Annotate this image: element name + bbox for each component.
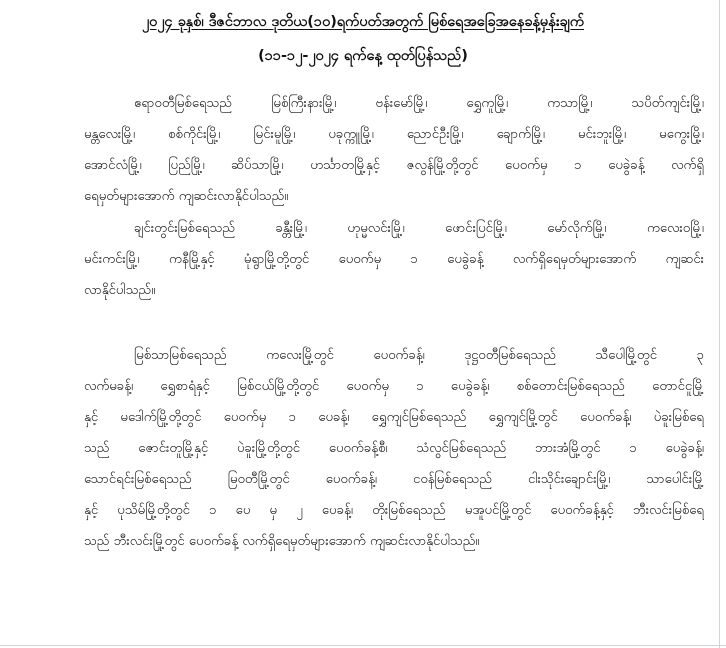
paragraph-line: မန္တလေးမြို့၊ စစ်ကိုင်းမြို့၊ မြင်းမူမြို့၊ ပခုက္ကူမြို့၊ ညောင်ဦးမြို့၊ ချောက်မြို့၊ မင်းဘူးမြို့၊ မကွေးမြို့၊ xyxy=(84,127,704,142)
paragraph-line: သည် ဘီးလင်းမြို့တွင် ပေ၀က်ခန့် လက်ရှိရေမှတ်များအောက် ကျဆင်းလာနိုင်ပါသည်။ xyxy=(84,534,480,549)
paragraph-line: သည် ဇောင်းတူမြို့နှင့် ပဲခူးမြို့တို့တွင် ပေ၀က်ခန့်စီ၊ သံလွင်မြစ်ရေသည် ဘားအံမြို့တွင် ၁ ပေခွဲခန့်၊ xyxy=(84,441,704,456)
paragraph-line: လာနိုင်ပါသည်။ xyxy=(84,283,156,298)
title-text: ၂၀၂၄ ခုနှစ်၊ ဒီဇင်ဘာလ ဒုတိယ(၁၀)ရက်ပတ်အတွက် မြစ်ရေအခြေအနေခန့်မှန်းချက် xyxy=(141,14,585,30)
paragraph-line: လက်မခန့်၊ ရွှေစာရံနှင့် မြစ်ငယ်မြို့တို့တွင် ပေ၀က်မှ ၁ ပေခွဲခန့်၊ စစ်တောင်းမြစ်ရေသည် တောင်ငူမြို့ xyxy=(84,379,704,394)
paragraph-line: ဧရာဝတီမြစ်ရေသည် မြစ်ကြီးနားမြို့၊ ဗန်းမော်မြို့၊ ရွှေကူမြို့၊ ကသာမြို့၊ သပိတ်ကျင်းမြို့၊ xyxy=(134,96,704,111)
paragraph-line: မင်းကင်းမြို့၊ ကနီမြို့နှင့် မုံရွာမြို့တို့တွင် ပေ၀က်မှ ၁ ပေခွဲခန့် လက်ရှိရေမှတ်များအောက် ကျဆင်း xyxy=(84,252,704,267)
page-bottom-line xyxy=(0,645,726,646)
paragraph-chindwin xyxy=(84,213,704,306)
page-edge-line xyxy=(719,0,720,648)
paragraph-line: ရေမှတ်များအောက် ကျဆင်းလာနိုင်ပါသည်။ xyxy=(84,189,289,204)
paragraph-line: ချင်းတွင်းမြစ်ရေသည် ခန္တီးမြို့၊ ဟုမ္မလင်းမြို့၊ ဖောင်းပြင်မြို့၊ မော်လိုက်မြို့၊ ကလေးဝမြို့၊ xyxy=(134,221,704,236)
paragraph-line: သောင်ရင်းမြစ်ရေသည် မြဝတီမြို့တွင် ပေ၀က်ခန့်၊ ငဝန်မြစ်ရေသည် ငါးသိုင်းချောင်းမြို့၊ သာပေါင်းမြို့ xyxy=(84,472,704,487)
document-subtitle: (၁၁-၁၂-၂၀၂၄ ရက်နေ့ ထုတ်ပြန်သည်) xyxy=(258,48,468,64)
paragraph-line: နှင့် မဒေါက်မြို့တို့တွင် ပေ၀က်မှ ၁ ပေခန့်၊ ရွှေကျင်မြစ်ရေသည် ရွှေကျင်မြို့တွင် ပေ၀က်ခန့်၊ ပဲခူးမြစ်ရေ xyxy=(84,410,704,425)
document-title xyxy=(20,10,706,34)
paragraph-ayeyarwady xyxy=(84,88,704,212)
paragraph-line: နှင့် ပုသိမ်မြို့တို့တွင် ၁ ပေ မှ ၂ ပေခန့်၊ တိုးမြစ်ရေသည် မအူပင်မြို့တွင် ပေ၀က်ခန့်နှင့် ဘီးလင်းမြစ်ရေ xyxy=(84,503,704,518)
paragraph-line: မြစ်သာမြစ်ရေသည် ကလေးမြို့တွင် ပေ၀က်ခန့်၊ ဒုဋ္ဌဝတီမြစ်ရေသည် သီပေါမြို့တွင် ၃ xyxy=(134,348,704,363)
paragraph-other-rivers xyxy=(84,340,704,557)
paragraph-line: အောင်လံမြို့၊ ပြည်မြို့၊ ဆိပ်သာမြို့၊ ဟင်္သာတမြို့နှင့် ဇလွန်မြို့တို့တွင် ပေ၀က်မှ ၁ ပေခွဲခန့် လက်ရှိ xyxy=(84,158,704,173)
